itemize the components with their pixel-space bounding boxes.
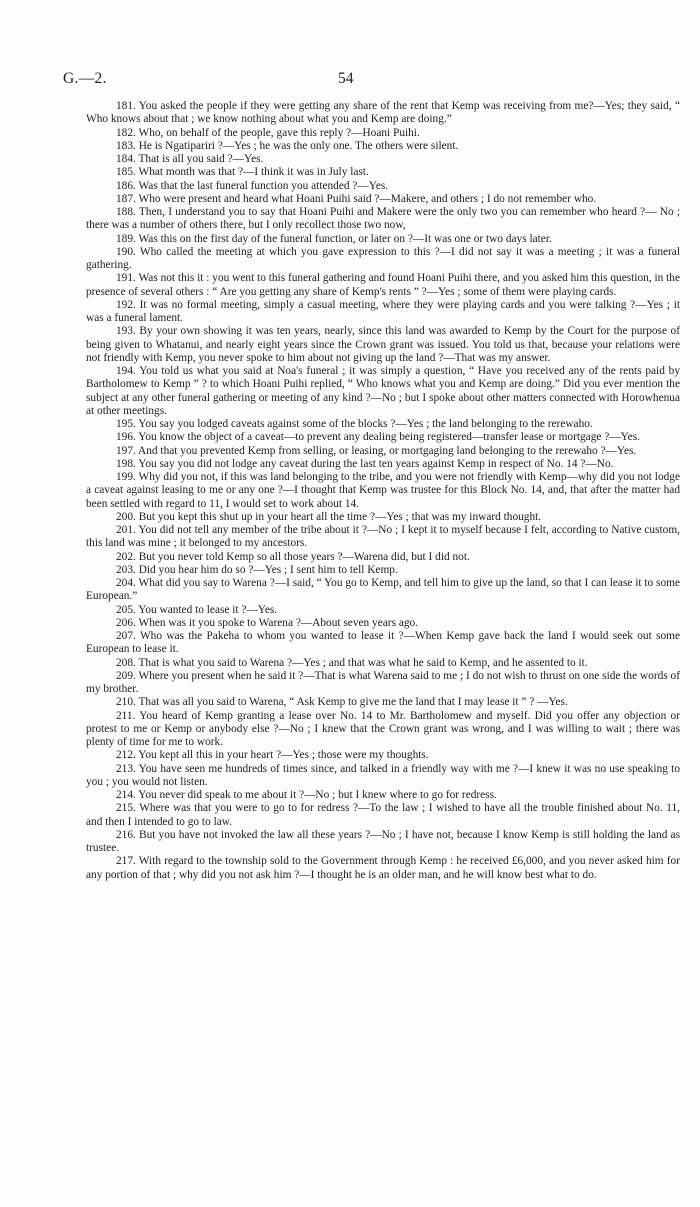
testimony-paragraph: 199. Why did you not, if this was land belonging to the tribe, and you were not friendly with Kemp—why did you not lodge a caveat against leasing to me or any one ?—I thought that Kemp was trustee for this Block No. 14, and, that after the matter had been settled with regard to 11, I would set to work about 14. bbox=[86, 471, 680, 510]
testimony-paragraph: 214. You never did speak to me about it ?—No ; but I knew where to go for redress. bbox=[116, 789, 497, 801]
testimony-paragraph: 193. By your own showing it was ten years, nearly, since this land was awarded to Kemp by the Court for the purpose of being given to Whatanui, and nearly eight years since the Crown grant was issued. You told us that, because your relations were not friendly with Kemp, you never spoke to him about not giving up the land ?—That was my answer. bbox=[86, 325, 680, 364]
testimony-paragraph: 204. What did you say to Warena ?—I said, “ You go to Kemp, and tell him to give up the land, so that I can lease it to some European.” bbox=[86, 577, 680, 603]
testimony-paragraph: 183. He is Ngatipariri ?—Yes ; he was the only one. The others were silent. bbox=[116, 139, 459, 152]
document-code: G.—2. bbox=[63, 70, 107, 87]
page-number: 54 bbox=[338, 70, 354, 87]
testimony-body bbox=[86, 100, 680, 882]
testimony-paragraph: 184. That is all you said ?—Yes. bbox=[116, 153, 264, 165]
testimony-paragraph: 181. You asked the people if they were getting any share of the rent that Kemp was receiving from me?—Yes; they said, “ Who knows about that ; we know nothing about what you and Kemp are doing.” bbox=[86, 100, 680, 126]
testimony-paragraph: 208. That is what you said to Warena ?—Yes ; and that was what he said to Kemp, and he assented to it. bbox=[116, 656, 588, 669]
testimony-paragraph: 196. You know the object of a caveat—to prevent any dealing being registered—transfer lease or mortgage ?—Yes. bbox=[116, 431, 640, 444]
testimony-paragraph: 211. You heard of Kemp granting a lease over No. 14 to Mr. Bartholomew and myself. Did you offer any objection or protest to me or Kemp or anybody else ?—No ; I knew that the Crown grant was wrong, and I was willing to wait ; there was plenty of time for me to work. bbox=[86, 709, 680, 748]
testimony-paragraph: 198. You say you did not lodge any caveat during the last ten years against Kemp in respect of No. 14 ?—No. bbox=[116, 457, 614, 470]
testimony-paragraph: 191. Was not this it : you went to this funeral gathering and found Hoani Puihi there, and you asked him this question, in the presence of several others : “ Are you getting any share of Kemp's rents ” ?—Yes ; some of them were playing cards. bbox=[86, 272, 680, 298]
testimony-paragraph: 209. Where you present when he said it ?—That is what Warena said to me ; I do not wish to thrust on one side the words of my brother. bbox=[86, 669, 680, 695]
testimony-paragraph: 205. You wanted to lease it ?—Yes. bbox=[116, 603, 278, 616]
testimony-paragraph: 203. Did you hear him do so ?—Yes ; I sent him to tell Kemp. bbox=[116, 563, 398, 576]
testimony-paragraph: 216. But you have not invoked the law all these years ?—No ; I have not, because I know Kemp is still holding the land as trustee. bbox=[86, 828, 680, 854]
testimony-paragraph: 202. But you never told Kemp so all those years ?—Warena did, but I did not. bbox=[116, 550, 470, 563]
testimony-paragraph: 201. You did not tell any member of the tribe about it ?—No ; I kept it to myself because I felt, according to Native custom, this land was mine ; it belonged to my ancestors. bbox=[86, 524, 680, 550]
testimony-paragraph: 195. You say you lodged caveats against some of the blocks ?—Yes ; the land belonging to the rerewaho. bbox=[116, 418, 593, 430]
testimony-paragraph: 197. And that you prevented Kemp from selling, or leasing, or mortgaging land belonging to the rerewaho ?—Yes. bbox=[116, 444, 637, 457]
testimony-paragraph: 207. Who was the Pakeha to whom you wanted to lease it ?—When Kemp gave back the land I would seek out some European to lease it. bbox=[86, 630, 680, 656]
testimony-paragraph: 188. Then, I understand you to say that Hoani Puihi and Makere were the only two you can remember who heard ?— No ; there was a number of others there, but I only recollect those two now, bbox=[86, 206, 680, 232]
testimony-paragraph: 200. But you kept this shut up in your heart all the time ?—Yes ; that was my inward thought. bbox=[116, 510, 542, 523]
testimony-paragraph: 182. Who, on behalf of the people, gave this reply ?—Hoani Puihi. bbox=[116, 126, 420, 139]
testimony-paragraph: 194. You told us what you said at Noa's funeral ; it was simply a question, “ Have you received any of the rents paid by Bartholomew to Kemp ” ? to which Hoani Puihi replied, “ Who knows what you and Kemp are doing.” Did you ever mention the subject at any other funeral gathering or meeting of any kind ?—No ; but I spoke about other matters connected with Horowhenua at other meetings. bbox=[86, 365, 680, 417]
testimony-paragraph: 206. When was it you spoke to Warena ?—About seven years ago. bbox=[116, 616, 419, 629]
testimony-paragraph: 213. You have seen me hundreds of times since, and talked in a friendly way with me ?—I knew it was no use speaking to you ; you would not listen. bbox=[86, 762, 680, 788]
testimony-paragraph: 187. Who were present and heard what Hoani Puihi said ?—Makere, and others ; I do not remember who. bbox=[116, 192, 597, 205]
testimony-paragraph: 215. Where was that you were to go to for redress ?—To the law ; I wished to have all the trouble finished about No. 11, and then I intended to go to law. bbox=[86, 802, 680, 828]
testimony-paragraph: 217. With regard to the township sold to the Government through Kemp : he received £6,000, and you never asked him for any portion of that ; why did you not ask him ?—I thought he is an older man, and he will know best what to do. bbox=[86, 855, 680, 881]
testimony-paragraph: 212. You kept all this in your heart ?—Yes ; those were my thoughts. bbox=[116, 749, 429, 762]
testimony-paragraph: 192. It was no formal meeting, simply a casual meeting, where they were playing cards and you were talking ?—Yes ; it was a funeral lament. bbox=[86, 298, 680, 324]
testimony-paragraph: 210. That was all you said to Warena, “ Ask Kemp to give me the land that I may lease it ” ? —Yes. bbox=[116, 696, 568, 709]
testimony-paragraph: 185. What month was that ?—I think it was in July last. bbox=[116, 166, 369, 179]
testimony-paragraph: 186. Was that the last funeral function you attended ?—Yes. bbox=[116, 179, 389, 192]
page-header bbox=[0, 70, 700, 90]
testimony-paragraph: 190. Who called the meeting at which you gave expression to this ?—I did not say it was a meeting ; it was a funeral gathering. bbox=[86, 245, 680, 271]
testimony-paragraph: 189. Was this on the first day of the funeral function, or later on ?—It was one or two days later. bbox=[116, 232, 552, 245]
